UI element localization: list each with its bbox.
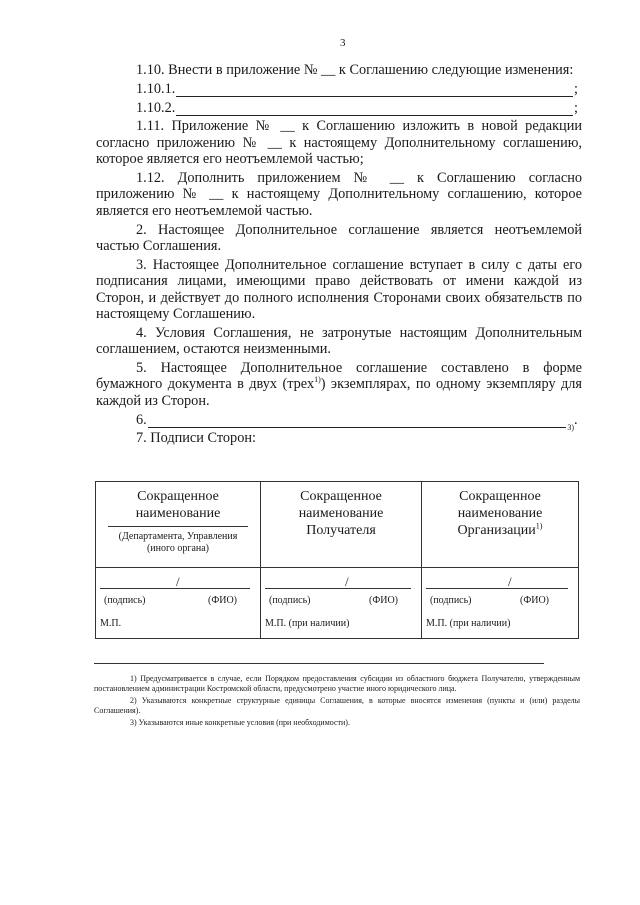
- col3-signature: [422, 568, 579, 639]
- col3-slash: /: [508, 574, 512, 589]
- item-1-10-2-end: ;: [574, 99, 578, 116]
- col1-header: [96, 482, 261, 568]
- item-2: 2. Настоящее Дополнительное соглашение является неотъемлемой частью Соглашения.: [96, 221, 582, 255]
- col3-title-text: Сокращенное наименование Организации: [457, 489, 543, 538]
- footnote-separator: [94, 663, 544, 664]
- item-1-10-2: [96, 100, 582, 116]
- col1-stamp: М.П.: [100, 618, 122, 629]
- col3-sign-label: (подпись): [430, 595, 472, 606]
- footnote-2: 2) Указываются конкретные структурные единицы Соглашения, в которые вносятся изменения (пункты и (или) разделы Соглашения).: [94, 696, 580, 715]
- document-body: [96, 62, 582, 449]
- item-1-10: 1.10. Внести в приложение № __ к Соглашению следующие изменения:: [136, 62, 574, 78]
- col2-stamp: М.П. (при наличии): [265, 618, 350, 629]
- item-1-10-2-blank[interactable]: [176, 103, 573, 116]
- item-1-10-2-label: 1.10.2.: [136, 99, 176, 116]
- item-1-10-1-label: 1.10.1.: [136, 80, 176, 97]
- item-4: 4. Условия Соглашения, не затронутые настоящим Дополнительным соглашением, остаются неизменными.: [96, 324, 582, 358]
- col1-slash: /: [176, 574, 180, 589]
- item-1-12: 1.12. Дополнить приложением № __ к Соглашению согласно приложению № __ к настоящему Дополнительному соглашению, которое является его неотъемлемой частью.: [96, 170, 582, 219]
- item-1-10-1-end: ;: [574, 80, 578, 97]
- item-6-label: 6.: [136, 411, 147, 428]
- item-5-text-b: ) экземплярах, по одному экземпляру для каждой из Сторон.: [96, 376, 582, 409]
- col3-name-label: (ФИО): [520, 595, 550, 606]
- col1-signature: [96, 568, 261, 639]
- footnote-1: 1) Предусматривается в случае, если Порядком предоставления субсидии из областного бюджета Получателю, утвержденным постановлением администрации Костромской области, предусмотрено участие иного юридического лица.: [94, 674, 580, 693]
- col1-subtitle: (Департамента, Управления (иного органа): [118, 531, 238, 554]
- col1-sign-label: (подпись): [104, 595, 146, 606]
- item-5-text-a: 5. Настоящее Дополнительное соглашение составлено в форме бумажного документа в двух (трех: [96, 360, 582, 393]
- col2-title: Сокращенное наименование Получателя: [298, 489, 384, 538]
- col1-signature-line[interactable]: [100, 588, 250, 589]
- page-number: 3: [340, 37, 346, 49]
- item-3: 3. Настоящее Дополнительное соглашение вступает в силу с даты его подписания лицами, имеющими право действовать от имени каждой из Сторон, и действует до полного исполнения Сторонами своих обязательств по настоящему Соглашению.: [96, 256, 582, 323]
- item-1-11: 1.11. Приложение № __ к Соглашению изложить в новой редакции согласно приложению № __ к настоящему Дополнительному соглашению, которое является его неотъемлемой частью;: [96, 118, 582, 168]
- col2-name-label: (ФИО): [369, 595, 399, 606]
- col3-footnote-ref: 1): [535, 521, 543, 531]
- item-1-10-1: [96, 81, 582, 97]
- item-1-10-1-blank[interactable]: [176, 84, 573, 97]
- col3-header: [422, 482, 579, 568]
- col1-title: Сокращенное наименование: [135, 489, 221, 521]
- col1-name-label: (ФИО): [208, 595, 238, 606]
- col2-signature: [261, 568, 422, 639]
- col2-sign-label: (подпись): [269, 595, 311, 606]
- item-5: [96, 360, 582, 409]
- col2-header: [261, 482, 422, 568]
- item-6-end: .: [574, 411, 578, 428]
- item-7: 7. Подписи Сторон:: [136, 430, 256, 447]
- col2-signature-line[interactable]: [265, 588, 411, 589]
- col1-name-blank[interactable]: [108, 526, 248, 527]
- footnotes: [94, 674, 580, 730]
- footnote-3: 3) Указываются иные конкретные условия (при необходимости).: [130, 718, 350, 727]
- item-6-blank[interactable]: [148, 415, 567, 428]
- signature-table: [95, 481, 579, 639]
- item-5-footnote-ref: 1): [314, 375, 321, 385]
- col3-signature-line[interactable]: [426, 588, 568, 589]
- col2-slash: /: [345, 574, 349, 589]
- col3-stamp: М.П. (при наличии): [426, 618, 511, 629]
- col3-title: [422, 488, 578, 539]
- item-6: 6. 3) .: [96, 412, 582, 428]
